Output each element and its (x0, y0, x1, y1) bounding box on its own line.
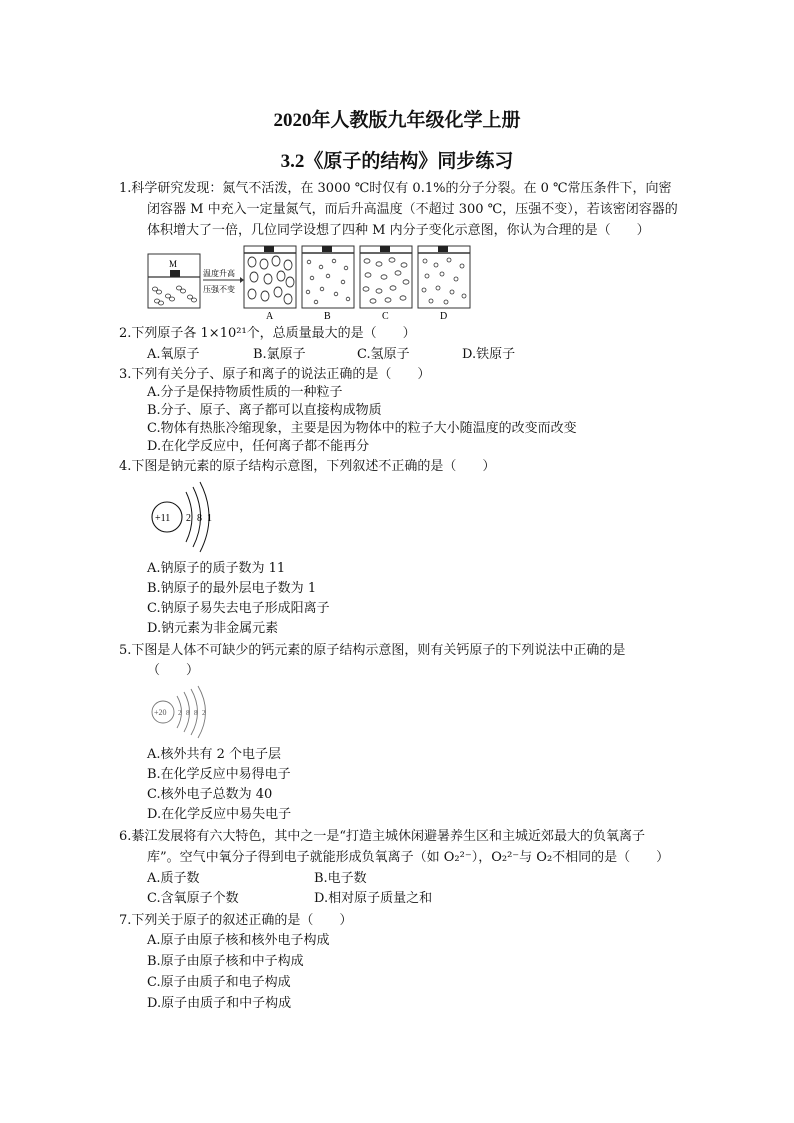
q1-molecule-figure (146, 244, 476, 320)
sodium-shell-2: 8 (197, 513, 202, 524)
calcium-shell-1: 2 (178, 709, 182, 717)
q3-stem: 3.下列有关分子、原子和离子的说法正确的是（ ） (119, 367, 431, 382)
container-m (148, 254, 200, 308)
label-m: M (169, 259, 178, 269)
document-subtitle: 3.2《原子的结构》同步练习 (280, 151, 514, 172)
q2-stem: 2.下列原子各 1×10²¹个，总质量最大的是（ ） (119, 326, 416, 341)
q7-option-d: D.原子由质子和中子构成 (147, 996, 292, 1011)
q4-option-a: A.钠原子的质子数为 11 (147, 561, 286, 576)
option-b-container (302, 246, 354, 320)
svg-text:A: A (266, 311, 274, 320)
q7-option-a: A.原子由原子核和核外电子构成 (147, 933, 330, 948)
calcium-shell-2: 8 (186, 709, 190, 717)
sodium-shell-1: 2 (186, 513, 191, 524)
sodium-nucleus-label: +11 (155, 513, 171, 524)
calcium-shell-4: 2 (202, 709, 206, 717)
q6-option-b: B.电子数 (314, 871, 367, 886)
q4-stem: 4.下图是钠元素的原子结构示意图，下列叙述不正确的是（ ） (119, 459, 496, 474)
q3-option-b: B.分子、原子、离子都可以直接构成物质 (147, 403, 382, 418)
q6-option-c: C.含氧原子个数 (147, 891, 239, 906)
svg-text:C: C (382, 311, 389, 320)
q5-option-c: C.核外电子总数为 40 (147, 787, 273, 802)
option-a-container (244, 246, 296, 320)
q7-option-b: B.原子由原子核和中子构成 (147, 954, 304, 969)
q4-option-c: C.钠原子易失去电子形成阳离子 (147, 601, 330, 616)
q2-option-d: D.铁原子 (462, 347, 516, 362)
q5-option-b: B.在化学反应中易得电子 (147, 767, 291, 782)
q6-option-a: A.质子数 (147, 871, 200, 886)
svg-text:压强不变: 压强不变 (203, 285, 235, 294)
q6-option-d: D.相对原子质量之和 (314, 891, 433, 906)
svg-text:温度升高: 温度升高 (203, 269, 235, 278)
q6-stem-line1: 6.綦江发展将有六大特色，其中之一是“打造主城休闲避暑养生区和主城近郊最大的负氧离子 (119, 829, 646, 844)
sodium-shell-3: 1 (207, 513, 212, 524)
q1-stem-line2: 闭容器 M 中充入一定量氮气，而后升高温度（不超过 300 ℃，压强不变），若该密闭容器的 (147, 202, 678, 217)
q6-stem-line2: 库”。空气中氧分子得到电子就能形成负氧离子（如 O₂²⁻），O₂²⁻与 O₂不相同的是（ ） (147, 850, 670, 865)
q3-option-d: D.在化学反应中，任何离子都不能再分 (147, 439, 370, 454)
q3-option-c: C.物体有热胀冷缩现象，主要是因为物体中的粒子大小随温度的改变而改变 (147, 421, 577, 436)
svg-text:B: B (324, 311, 331, 320)
q3-option-a: A.分子是保持物质性质的一种粒子 (147, 385, 343, 400)
q5-paren: （ ） (147, 663, 200, 678)
option-d-container (418, 246, 470, 320)
q2-option-a: A.氧原子 (147, 347, 200, 362)
q7-option-c: C.原子由质子和电子构成 (147, 975, 291, 990)
document-title: 2020年人教版九年级化学上册 (273, 110, 521, 131)
svg-text:D: D (440, 311, 448, 320)
sodium-atom-diagram (146, 478, 236, 556)
option-c-container (360, 246, 412, 320)
q1-stem-line1: 1.科学研究发现：氮气不活泼，在 3000 ℃时仅有 0.1%的分子分裂。在 0 ℃常压条件下，向密 (119, 181, 672, 196)
q5-option-d: D.在化学反应中易失电子 (147, 807, 292, 822)
arrow (203, 268, 244, 294)
q5-stem: 5.下图是人体不可缺少的钙元素的原子结构示意图，则有关钙原子的下列说法中正确的是 (119, 643, 626, 658)
calcium-shell-3: 8 (194, 709, 198, 717)
q7-stem: 7.下列关于原子的叙述正确的是（ ） (119, 913, 353, 928)
q4-option-d: D.钠元素为非金属元素 (147, 621, 279, 636)
q1-stem-line3: 体积增大了一倍，几位同学设想了四种 M 内分子变化示意图，你认为合理的是（ ） (147, 223, 650, 238)
q4-option-b: B.钠原子的最外层电子数为 1 (147, 581, 317, 596)
q5-option-a: A.核外共有 2 个电子层 (147, 747, 282, 762)
q2-option-b: B.氯原子 (253, 347, 306, 362)
calcium-nucleus-label: +20 (154, 708, 167, 717)
q2-option-c: C.氢原子 (357, 347, 410, 362)
calcium-atom-diagram (146, 684, 226, 740)
